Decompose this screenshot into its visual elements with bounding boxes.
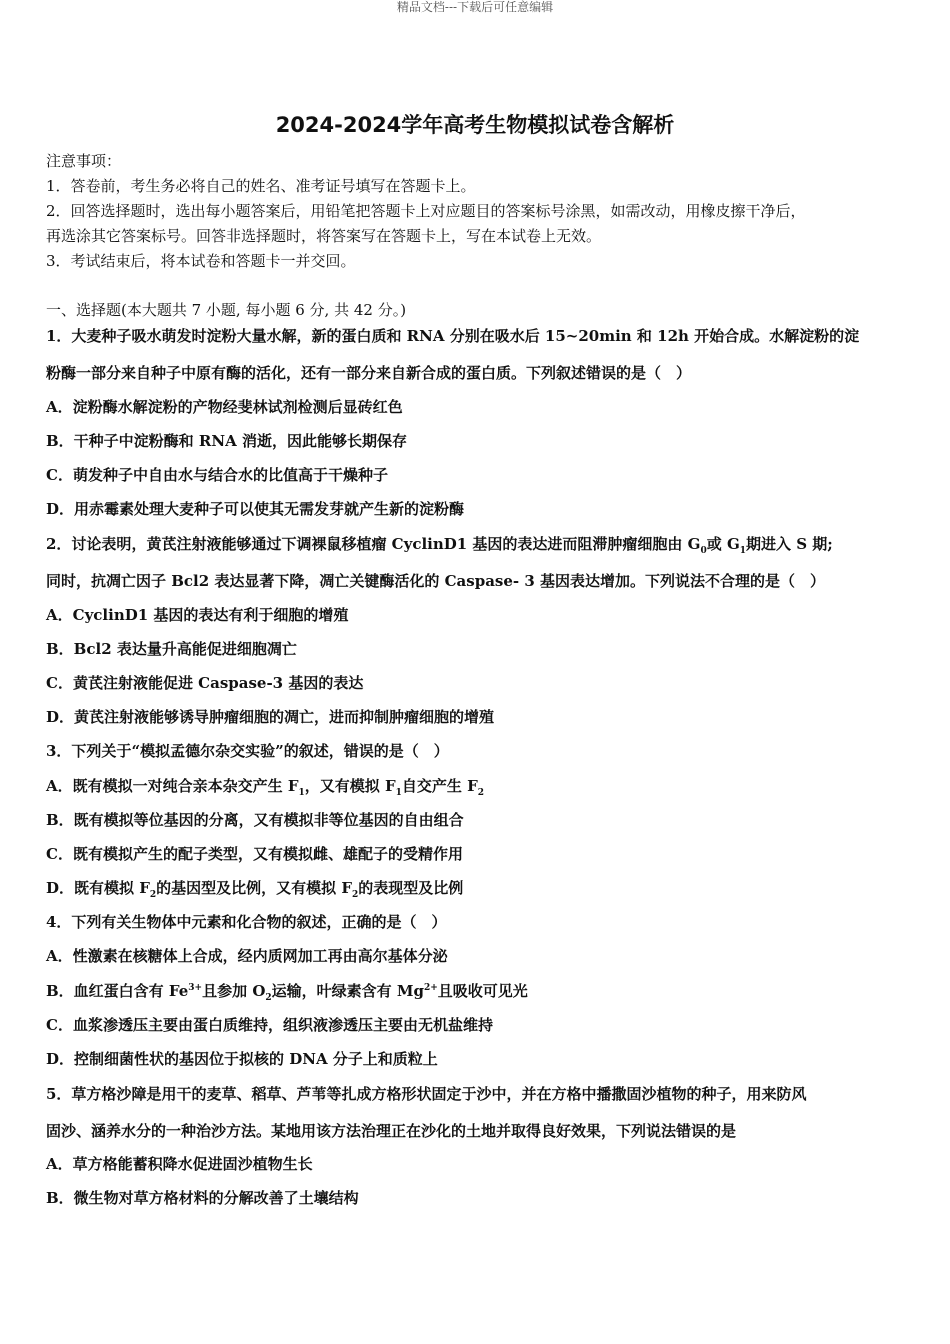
question-4-option-b [46, 981, 906, 1001]
question-1-option-d: D．用赤霉素处理大麦种子可以使其无需发芽就产生新的淀粉酶 [46, 500, 465, 518]
question-5-stem: 5．草方格沙障是用干的麦草、稻草、芦苇等扎成方格形状固定于沙中，并在方格中播撒固沙植物的种子，用来防风 [46, 1085, 807, 1103]
question-3-option-c: C．既有模拟产生的配子类型，又有模拟雌、雄配子的受精作用 [46, 845, 463, 863]
question-4-option-c: C．血浆渗透压主要由蛋白质维持，组织液渗透压主要由无机盐维持 [46, 1016, 493, 1034]
question-2-option-a: A．CyclinD1 基因的表达有利于细胞的增殖 [46, 606, 349, 624]
notice-item: 2．回答选择题时，选出每小题答案后，用铅笔把答题卡上对应题目的答案标号涂黑，如需改动，用橡皮擦干净后， [46, 202, 806, 220]
page-header: 精品文档---下载后可任意编辑 [396, 0, 554, 14]
question-1-stem: 粉酶一部分来自种子中原有酶的活化，还有一部分来自新合成的蛋白质。下列叙述错误的是（ ） [46, 364, 692, 382]
q3-text: ，又有模拟 F [304, 777, 396, 795]
subscript: 2 [477, 788, 485, 798]
q2-text: 期进入 S 期; [746, 535, 833, 553]
question-5-option-a: A．草方格能蓄积降水促进固沙植物生长 [46, 1155, 313, 1173]
subscript: 1 [739, 546, 747, 556]
question-5-stem: 固沙、涵养水分的一种治沙方法。某地用该方法治理正在沙化的土地并取得良好效果，下列说法错误的是 [46, 1122, 737, 1140]
question-4-stem: 4．下列有关生物体中元素和化合物的叙述，正确的是（ ） [46, 913, 447, 931]
question-2-stem [46, 534, 906, 554]
superscript: 2+ [423, 983, 438, 993]
subscript: 2 [149, 890, 157, 900]
question-2-stem: 同时，抗凋亡因子 Bcl2 表达显著下降，凋亡关键酶活化的 Caspase- 3 基因表达增加。下列说法不合理的是（ ） [46, 572, 826, 590]
subscript: 1 [298, 788, 305, 798]
question-2-option-b: B．Bcl2 表达量升高能促进细胞凋亡 [46, 640, 297, 658]
notice-item: 3．考试结束后，将本试卷和答题卡一并交回。 [46, 252, 356, 270]
notice-item: 1．答卷前，考生务必将自己的姓名、准考证号填写在答题卡上。 [46, 177, 476, 195]
question-4-option-d: D．控制细菌性状的基因位于拟核的 DNA 分子上和质粒上 [46, 1050, 438, 1068]
question-1-option-b: B．干种子中淀粉酶和 RNA 消逝，因此能够长期保存 [46, 432, 407, 450]
q3-text: D．既有模拟 F [46, 879, 150, 897]
question-3-option-b: B．既有模拟等位基因的分离，又有模拟非等位基因的自由组合 [46, 811, 464, 829]
superscript: 3+ [188, 983, 203, 993]
question-1-option-a: A．淀粉酶水解淀粉的产物经斐林试剂检测后显砖红色 [46, 398, 403, 416]
q2-text: 2．讨论表明，黄芪注射液能够通过下调裸鼠移植瘤 CyclinD1 基因的表达进而阻滞肿瘤细胞由 G [46, 535, 701, 553]
notice-heading: 注意事项： [46, 152, 122, 170]
section-heading: 一、选择题(本大题共 7 小题, 每小题 6 分, 共 42 分。) [46, 301, 407, 319]
question-2-option-c: C．黄芪注射液能促进 Caspase-3 基因的表达 [46, 674, 364, 692]
subscript: 2 [265, 993, 272, 1003]
q4-text: 运输，叶绿素含有 Mg [271, 982, 424, 1000]
question-1-stem: 1．大麦种子吸水萌发时淀粉大量水解，新的蛋白质和 RNA 分别在吸水后 15~20min 和 12h 开始合成。水解淀粉的淀 [46, 327, 860, 345]
q3-text: A．既有模拟一对纯合亲本杂交产生 F [46, 777, 299, 795]
question-2-option-d: D．黄芪注射液能够诱导肿瘤细胞的凋亡，进而抑制肿瘤细胞的增殖 [46, 708, 495, 726]
q3-text: 的表现型及比例 [358, 879, 464, 897]
subscript: 2 [352, 890, 359, 900]
subscript: 0 [700, 546, 707, 556]
question-1-option-c: C．萌发种子中自由水与结合水的比值高于干燥种子 [46, 466, 388, 484]
question-4-option-a: A．性激素在核糖体上合成，经内质网加工再由高尔基体分泌 [46, 947, 448, 965]
question-3-option-d [46, 878, 906, 898]
question-5-option-b: B．微生物对草方格材料的分解改善了土壤结构 [46, 1189, 359, 1207]
q2-text: 或 G [706, 535, 740, 553]
q4-text: 且吸收可见光 [437, 982, 528, 1000]
question-3-stem: 3．下列关于“模拟孟德尔杂交实验”的叙述，错误的是（ ） [46, 742, 449, 760]
q4-text: 且参加 O [202, 982, 266, 1000]
q4-text: B．血红蛋白含有 Fe [46, 982, 189, 1000]
q3-text: 的基因型及比例，又有模拟 F [156, 879, 353, 897]
subscript: 1 [395, 788, 402, 798]
page-title: 2024-2024学年高考生物模拟试卷含解析 [275, 113, 675, 137]
q3-text: 自交产生 F [401, 777, 478, 795]
question-3-option-a [46, 776, 906, 796]
notice-item: 再选涂其它答案标号。回答非选择题时，将答案写在答题卡上，写在本试卷上无效。 [46, 227, 602, 245]
